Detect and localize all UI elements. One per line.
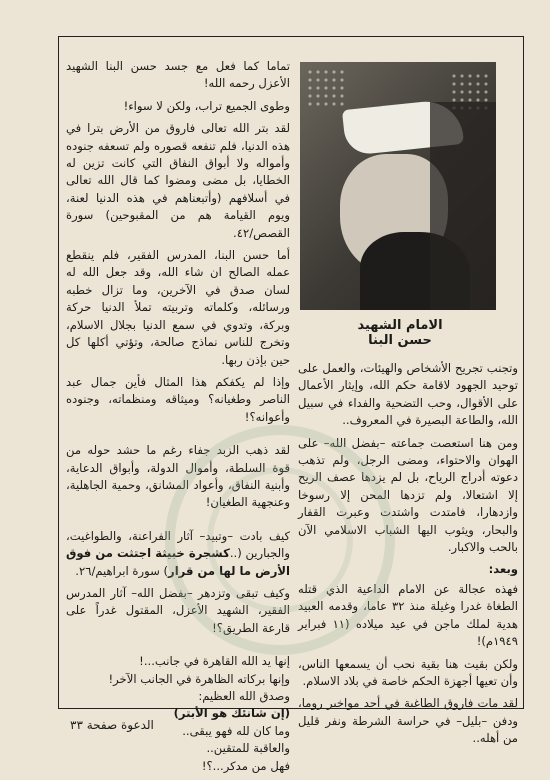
paragraph: فهذه عجالة عن الامام الداعية الذي قتله الطغاة غدرا وغيلة منذ ٣٢ عاما، وقدمه العبيد هدية لملك ماجن في عيد ميلاده (١١ فبراير ١٩٤٩م)!	[298, 581, 518, 649]
paragraph: ومن هنا استعصت جماعته –بفضل الله– على الهوان والاحتواء، ومضى الرجل، ولم تذهب دعوته أدراج الرياح، بل لم يزدها عصف الريح إلا اشتعالا، ولم تزدها المحن إلا رسوخا وازدهارا، فامتدت واشتدت وعبرت القفار والبحار، ويثوب اليها الشباب الاسلامي الآن بالحب والاكبار.	[298, 435, 518, 555]
paragraph: لقد ذهب الزبد جفاء رغم ما حشد حوله من قوة السلطة، وأموال الدولة، وأبواق الدعاية، وأبنية النفاق، وأعواد المشانق، وحمية الجاهلية، وعنجهية الطغيان!	[66, 443, 290, 510]
paragraph: أما حسن البنا، المدرس الفقير، فلم ينقطع عمله الصالح ان شاء الله، وقد جعل الله له لسان صدق في الآخرين، وما تزال خطبه ورسائله، وكلماته وتربيته تملأ الدنيا حركة وبركة، وتدوي في سمع الدنيا بجلال الاسلام، وتخرج للناس نماذج صالحة، وتؤتي أكلها كل حين بإذن ربها.	[66, 248, 290, 367]
photo-caption	[318, 318, 482, 348]
portrait-photo	[300, 62, 496, 310]
quran-verse: كشجرة خبيثة اجتثت من فوق الأرض ما لها من قرار	[66, 546, 290, 578]
paragraph: وكيف تبقى وتزدهر –بفضل الله– آثار المدرس الفقير، الشهيد الأعزل، المقتول غدراً على قارعة الطريق؟!	[66, 585, 290, 635]
page-footer: الدعوة صفحة ٣٣	[70, 718, 154, 732]
paragraph: فهل من مدكر...؟!	[201, 758, 290, 773]
paragraph: ولكن بقيت هنا بقية نحب أن يسمعها الناس، وأن تعيها أجهزة الحكم خاصة في بلاد الاسلام.	[298, 656, 518, 688]
paragraph: لقد بتر الله تعالى فاروق من الأرض بترا في هذه الدنيا، فلم تنفعه قصوره ولم تسعفه جنوده وأمواله ولا أبواق النفاق التي كانت تزين له الخطايا، بل مضى ومضوا كما قال الله تعالى في أسلافهم (وأتبعناهم في هذه الدنيا لعنة، ويوم القيامة هم من المقبوحين) سورة القصص/٤٢.	[66, 121, 290, 240]
quran-verse: (إن شانئك هو الأبتر)	[173, 706, 290, 721]
paragraph: كيف بادت –وتبيد– آثار الفراعنة، والطواغيت، والجبارين (..كشجرة خبيثة اجتثت من فوق الأرض ما لها من قرار) سورة ابراهيم/٢٦.	[66, 528, 290, 578]
paragraph: تماما كما فعل مع جسد حسن البنا الشهيد الأعزل رحمه الله!	[66, 59, 290, 91]
paragraph: وتجنب تجريح الأشخاص والهيئات، والعمل على توحيد الجهود لاقامة حكم الله، وإيثار الأعمال على الأقوال، وحب التضحية والفداء في سبيل الله، والطاعة البصيرة في المعروف..	[298, 361, 518, 428]
caption-line: حسن البنا	[368, 333, 432, 348]
caption-line: الامام الشهيد	[357, 318, 443, 333]
paragraph: وصدق الله العظيم:	[198, 689, 290, 703]
left-column	[66, 58, 290, 780]
paragraph: والعاقبة للمتقين..	[206, 741, 290, 756]
paragraph: لقد مات فاروق الطاغية في أحد مواخير روما، ودفن –بليل– في حراسة الشرطة ونفر قليل من أهله..	[298, 696, 518, 746]
paragraph: وإذا لم يكفكم هذا المثال فأين جمال عبد الناصر وطغيانه؟ وميثاقه ومنظماته، وجنوده وأعوانه؟!	[66, 374, 290, 424]
right-column	[298, 360, 518, 753]
section-heading: وبعد:	[488, 562, 518, 577]
paragraph: وما كان لله فهو يبقى..	[182, 723, 290, 738]
paragraph: وإنها بركاته الظاهرة في الجانب الآخر!	[108, 671, 290, 686]
paragraph: وطوى الجميع تراب، ولكن لا سواء!	[123, 98, 290, 113]
paragraph: إنها يد الله القاهرة في جانب...!	[139, 654, 290, 669]
